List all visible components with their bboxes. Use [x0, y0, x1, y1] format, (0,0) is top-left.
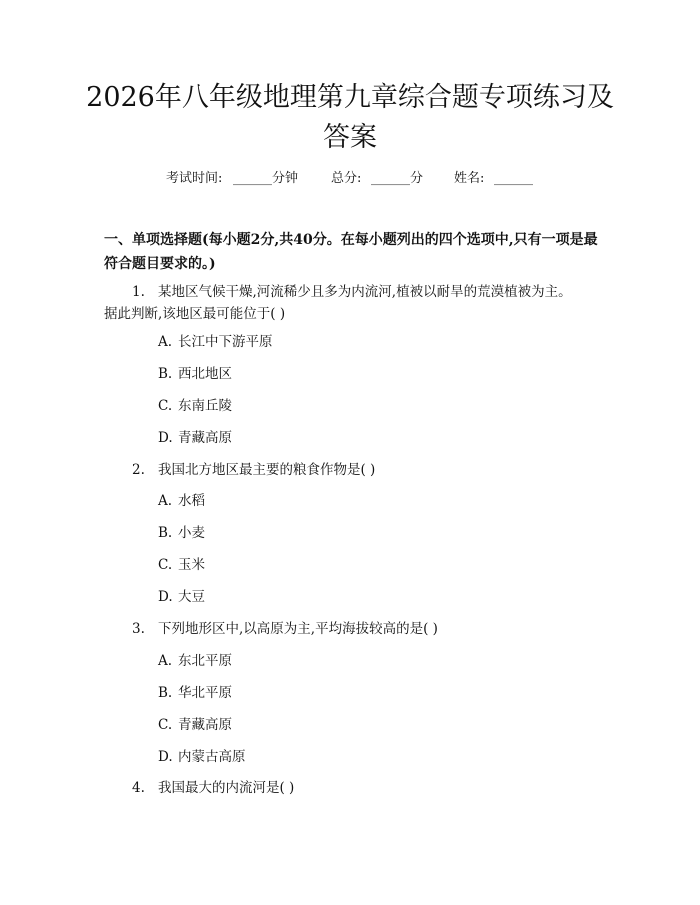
time-blank: ______分钟 — [233, 171, 299, 186]
option-item: C. 玉米 — [158, 557, 205, 573]
option-item: B. 西北地区 — [158, 366, 232, 382]
page-title: 2026年八年级地理第九章综合题专项练习及答案 — [86, 82, 614, 153]
option-item: A. 长江中下游平原 — [158, 334, 273, 350]
time-label: 考试时间: — [166, 171, 223, 186]
section-heading: 一、单项选择题(每小题2分,共40分。在每小题列出的四个选项中,只有一项是最符合题目要求的。) — [104, 232, 598, 272]
option-item: A. 水稻 — [158, 493, 205, 509]
option-item: D. 青藏高原 — [158, 430, 232, 446]
question-number: 3. — [132, 621, 145, 637]
name-blank: ______ — [494, 171, 533, 186]
option-item: A. 东北平原 — [158, 653, 232, 669]
question-text: 下列地形区中,以高原为主,平均海拔较高的是( ) — [158, 621, 438, 637]
option-item: C. 青藏高原 — [158, 717, 232, 733]
option-item: B. 华北平原 — [158, 685, 232, 701]
question-text: 某地区气候干燥,河流稀少且多为内流河,植被以耐旱的荒漠植被为主。 — [158, 284, 572, 300]
option-item: D. 内蒙古高原 — [158, 749, 246, 765]
score-blank: ______分 — [371, 171, 424, 186]
question-number: 1. — [132, 284, 145, 300]
option-item: B. 小麦 — [158, 525, 205, 541]
question-text-continued: 据此判断,该地区最可能位于( ) — [104, 306, 286, 322]
question-number: 4. — [132, 780, 145, 796]
question-text: 我国北方地区最主要的粮食作物是( ) — [158, 462, 376, 478]
option-item: C. 东南丘陵 — [158, 398, 232, 414]
name-label: 姓名: — [454, 171, 485, 186]
question-text: 我国最大的内流河是( ) — [158, 780, 295, 796]
score-label: 总分: — [331, 171, 362, 186]
option-item: D. 大豆 — [158, 589, 205, 605]
question-number: 2. — [132, 462, 145, 478]
